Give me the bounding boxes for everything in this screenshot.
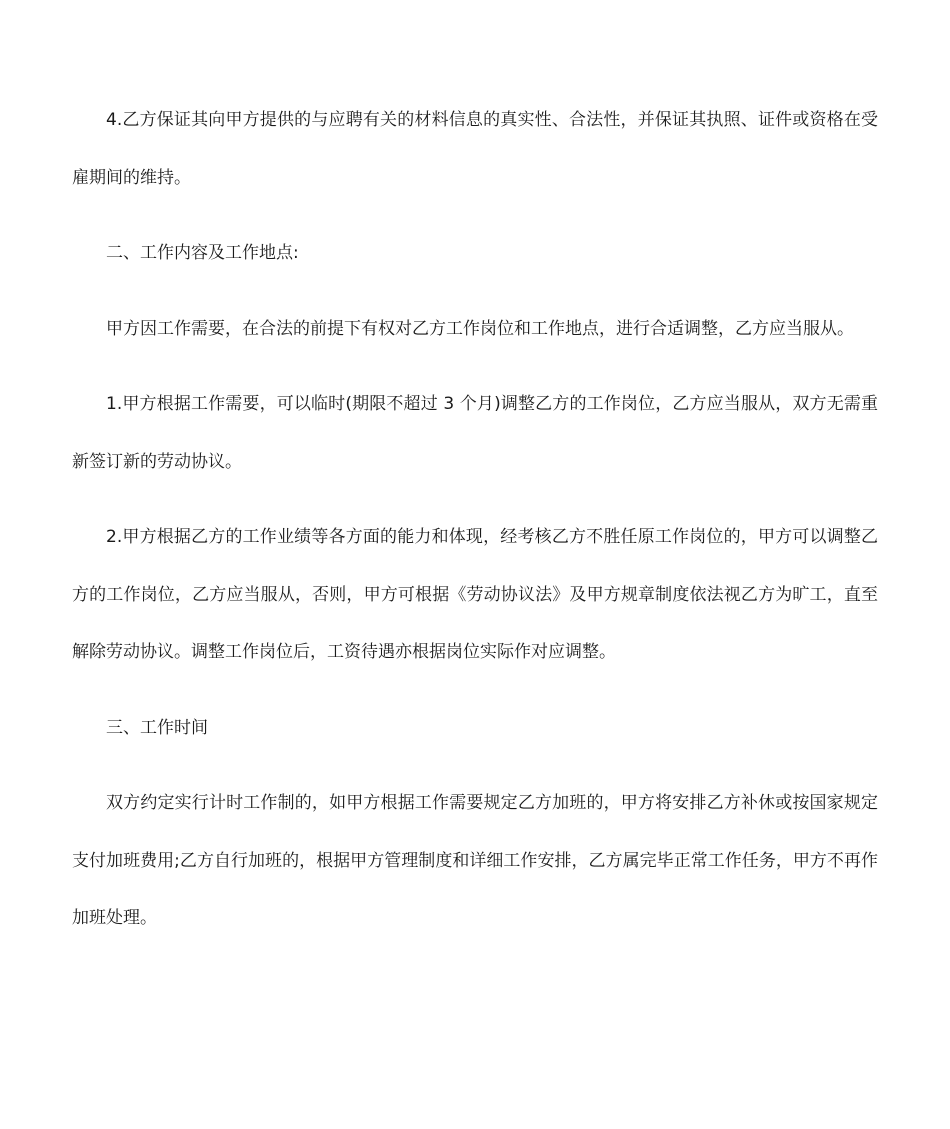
paragraph-overtime: 双方约定实行计时工作制的，如甲方根据工作需要规定乙方加班的，甲方将安排乙方补休或按国家规定支付加班费用;乙方自行加班的，根据甲方管理制度和详细工作安排，乙方属完毕正常工作任务，甲方不再作加班处理。 [72, 793, 878, 928]
paragraph-clause-1: 1.甲方根据工作需要，可以临时(期限不超过 3 个月)调整乙方的工作岗位，乙方应当服从，双方无需重新签订新的劳动协议。 [72, 394, 878, 472]
paragraph-clause-2: 2.甲方根据乙方的工作业绩等各方面的能力和体现，经考核乙方不胜任原工作岗位的，甲方可以调整乙方的工作岗位，乙方应当服从，否则，甲方可根据《劳动协议法》及甲方规章制度依法视乙方为旷工，直至解除劳动协议。调整工作岗位后，工资待遇亦根据岗位实际作对应调整。 [72, 527, 878, 662]
paragraph-guarantee-clause: 4.乙方保证其向甲方提供的与应聘有关的材料信息的真实性、合法性，并保证其执照、证件或资格在受雇期间的维持。 [72, 110, 878, 188]
paragraph-position-adjustment: 甲方因工作需要，在合法的前提下有权对乙方工作岗位和工作地点，进行合适调整，乙方应当服从。 [106, 318, 854, 339]
section-heading-work-content: 二、工作内容及工作地点: [106, 243, 299, 263]
document-body [72, 92, 878, 948]
section-heading-work-time: 三、工作时间 [106, 717, 208, 738]
